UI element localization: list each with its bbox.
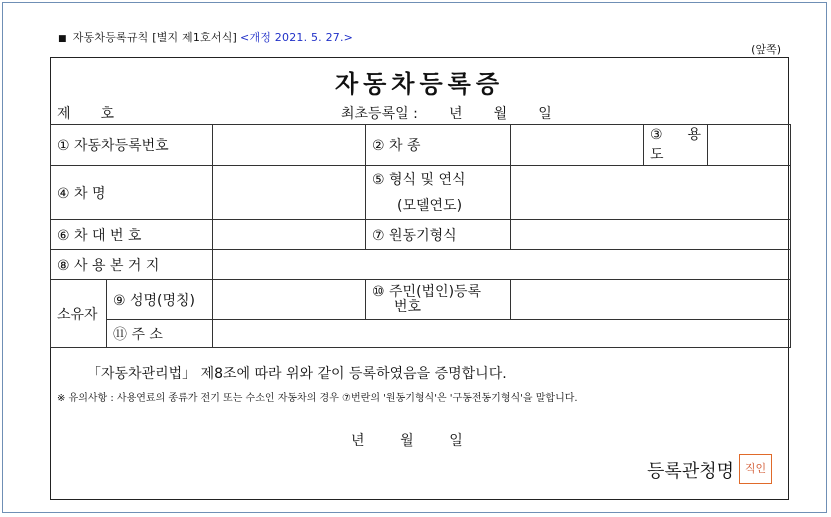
usage-label: ③ 용 도 — [644, 125, 708, 166]
table-row — [51, 125, 791, 166]
owner-label: 소유자 — [51, 280, 107, 348]
address-value[interactable] — [213, 320, 791, 348]
reg-number-value[interactable] — [213, 125, 366, 166]
reg-number-label: ① 자동차등록번호 — [51, 125, 213, 166]
table-row — [51, 166, 791, 220]
address-label: ⑪ 주 소 — [107, 320, 213, 348]
certification-statement: 「자동차관리법」 제8조에 따라 위와 같이 등록하였음을 증명합니다. — [87, 366, 507, 382]
car-type-label: ② 차 종 — [366, 125, 511, 166]
table-row — [51, 250, 791, 280]
engine-label: ⑦ 원동기형식 — [366, 220, 511, 250]
resident-number-value[interactable] — [511, 280, 791, 320]
chassis-value[interactable] — [213, 220, 366, 250]
front-side-label: (앞쪽) — [751, 43, 781, 56]
registration-authority: 등록관청명 — [647, 461, 734, 482]
official-seal: 직인 — [739, 454, 772, 484]
usage-value[interactable] — [708, 125, 791, 166]
engine-value[interactable] — [511, 220, 791, 250]
square-bullet-icon: ■ — [58, 34, 67, 44]
document-title: 자동차등록증 — [334, 70, 505, 98]
base-location-label: ⑧ 사 용 본 거 지 — [51, 250, 213, 280]
table-row — [51, 320, 791, 348]
car-name-value[interactable] — [213, 166, 366, 220]
notice-text: ※ 유의사항 : 사용연료의 종류가 전기 또는 수소인 자동차의 경우 ⑦번란의 '원동기형식'은 '구동전동기형식'을 말합니다. — [57, 393, 578, 404]
first-registration-date: 최초등록일 : 년 월 일 — [341, 106, 552, 122]
registration-table — [50, 124, 791, 348]
table-row — [51, 280, 791, 320]
table-row — [51, 220, 791, 250]
owner-name-value[interactable] — [213, 280, 366, 320]
issue-date-line: 년 월 일 — [351, 433, 463, 449]
model-year-label: ⑤ 형식 및 연식 (모델연도) — [366, 166, 511, 220]
base-location-value[interactable] — [213, 250, 791, 280]
revision-note: <개정 2021. 5. 27.> — [240, 31, 354, 44]
car-type-value[interactable] — [511, 125, 644, 166]
resident-number-label: ⑩ 주민(법인)등록 번호 — [366, 280, 511, 320]
chassis-label: ⑥ 차 대 번 호 — [51, 220, 213, 250]
model-year-value[interactable] — [511, 166, 791, 220]
owner-name-label: ⑨ 성명(명칭) — [107, 280, 213, 320]
registration-certificate — [50, 57, 789, 500]
window-frame — [2, 2, 827, 513]
rule-reference: 자동차등록규칙 [별지 제1호서식] — [72, 31, 238, 44]
form-header — [58, 29, 353, 45]
certificate-number-label: 제호 — [57, 106, 145, 122]
car-name-label: ④ 차 명 — [51, 166, 213, 220]
